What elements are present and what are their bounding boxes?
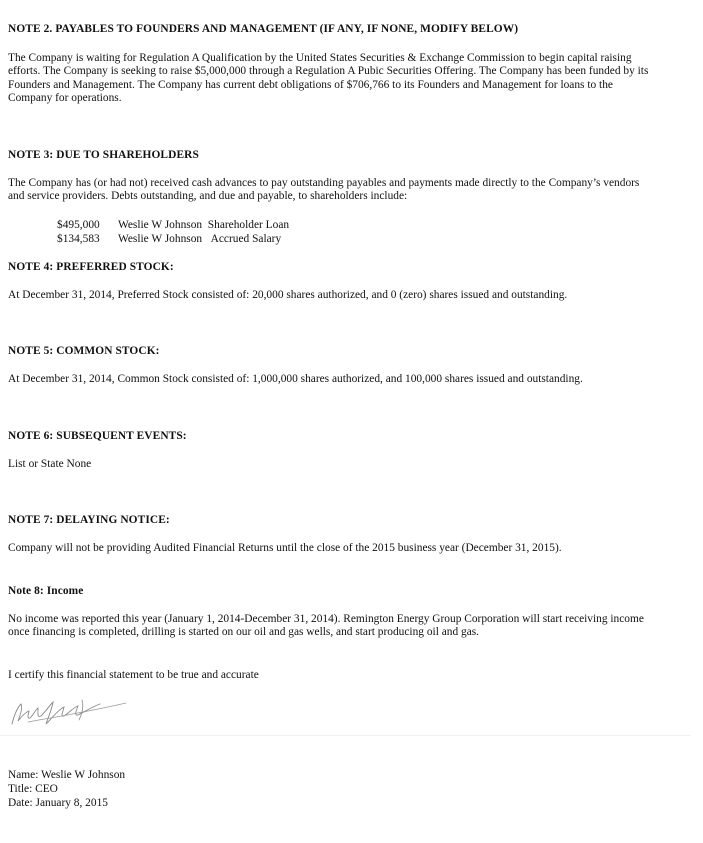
note-4-heading: NOTE 4: PREFERRED STOCK: [8, 261, 174, 273]
note-5-heading: NOTE 5: COMMON STOCK: [8, 345, 160, 357]
debt-row [57, 219, 289, 232]
debt-type: Shareholder Loan [207, 219, 290, 231]
signature-image [8, 694, 138, 730]
divider [0, 735, 691, 736]
note-6-heading: NOTE 6: SUBSEQUENT EVENTS: [8, 430, 187, 442]
note-6-body: List or State None [8, 458, 92, 470]
note-5-body: At December 31, 2014, Common Stock consisted of: 1,000,000 shares authorized, and 100,000 shares issued and outstanding. [8, 373, 583, 385]
signer-date: Date: January 8, 2015 [8, 797, 108, 809]
note-3-heading: NOTE 3: DUE TO SHAREHOLDERS [8, 149, 199, 161]
debt-holder: Weslie W Johnson [118, 219, 203, 231]
debt-amount: $134,583 [57, 233, 100, 245]
certification-statement: I certify this financial statement to be true and accurate [8, 669, 259, 681]
note-2-body: The Company is waiting for Regulation A Qualification by the United States Securities & Exchange Commission to begin capital raising efforts. The Company is seeking to raise $5,000,000 through a Regulation A Pubic Securities Offering. The Company has been funded by its Founders and Management. The Company has current debt obligations of $706,766 to its Founders and Management for loans to the Company for operations. [8, 52, 649, 105]
signer-name: Name: Weslie W Johnson [8, 769, 126, 781]
debt-type: Accrued Salary [210, 233, 282, 245]
note-8-heading: Note 8: Income [8, 585, 84, 597]
debt-amount: $495,000 [57, 219, 100, 231]
debt-holder: Weslie W Johnson [118, 233, 203, 245]
note-3-body: The Company has (or had not) received cash advances to pay outstanding payables and payments made directly to the Company’s vendors and service providers. Debts outstanding, and due and payable, to shareholders include: [8, 177, 640, 203]
signer-title: Title: CEO [8, 783, 58, 795]
note-4-body: At December 31, 2014, Preferred Stock consisted of: 20,000 shares authorized, and 0 (zero) shares issued and outstanding. [8, 289, 568, 301]
note-7-heading: NOTE 7: DELAYING NOTICE: [8, 514, 170, 526]
note-7-body: Company will not be providing Audited Financial Returns until the close of the 2015 business year (December 31, 2015). [8, 542, 562, 554]
debt-row [57, 233, 281, 246]
note-8-body: No income was reported this year (January 1, 2014-December 31, 2014). Remington Energy Group Corporation will start receiving income once financing is completed, drilling is started on our oil and gas wells, and start producing oil and gas. [8, 613, 644, 639]
note-2-heading: NOTE 2. PAYABLES TO FOUNDERS AND MANAGEMENT (IF ANY, IF NONE, MODIFY BELOW) [8, 23, 519, 35]
